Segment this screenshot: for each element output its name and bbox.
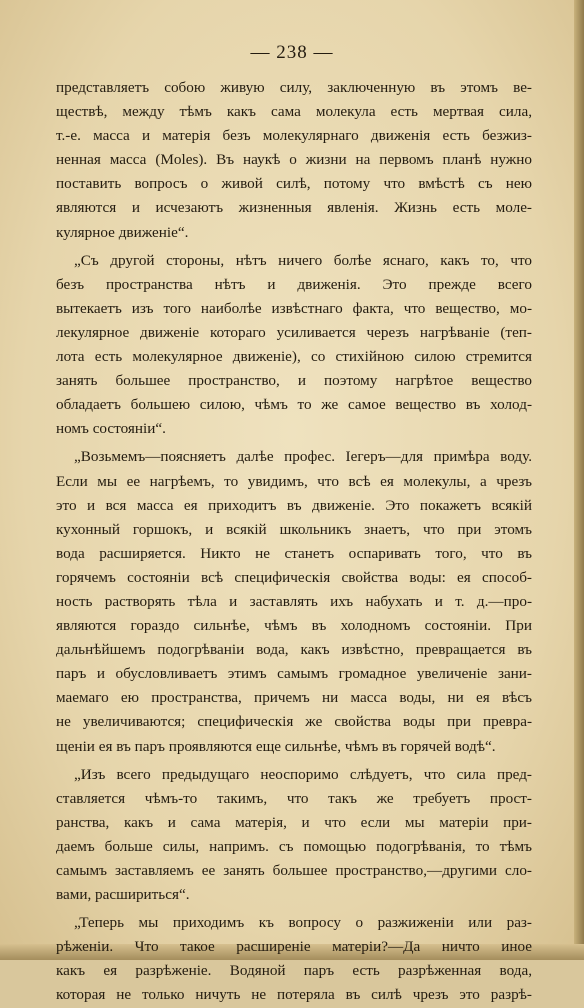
text-line: маемаго ею пространства, причемъ ни масса воды, ни ея вѣсъ [56,689,532,707]
paragraph [56,249,532,442]
text-line: ставляется чѣмъ-то такимъ, что такъ же требуетъ прост- [56,789,532,807]
text-line: поставить вопросъ о живой силѣ, потому что вмѣстѣ съ нею [56,175,532,193]
paragraph [56,76,532,245]
text-line: которая не только ничуть не потеряла въ силѣ чрезъ это разрѣ- [56,986,532,1004]
text-line: горячемъ состояніи всѣ специфическія свойства воды: ея способ- [56,568,532,586]
text-line: номъ состояніи“. [56,420,166,438]
text-line: ранства, какъ и сама матерія, и что если мы матеріи при- [56,813,532,831]
page-number: — 238 — [250,42,334,63]
body-text [56,76,532,1008]
text-line: „Возьмемъ—поясняетъ далѣе профес. Іегеръ—для примѣра воду. [74,448,532,466]
text-line: даемъ больше силы, напримъ. съ помощью подогрѣванія, то тѣмъ [56,837,532,855]
text-line: лота есть молекулярное движеніе), со стихійною силою стремится [56,348,532,366]
text-line: вами, расшириться“. [56,886,190,904]
text-line: самымъ заставляемъ ее занять большее пространство,—другими сло- [56,862,532,879]
text-line: лекулярное движеніе котораго усиливается черезъ нагрѣваніе (теп- [56,323,532,341]
page-edge-right [574,0,584,960]
text-line: ность растворять тѣла и заставлять ихъ набухать и т. д.—про- [56,592,532,610]
paragraph [56,445,532,758]
text-line: вытекаетъ изъ того наиболѣе извѣстнаго факта, что вещество, мо- [56,299,532,317]
text-line: обладаетъ большею силою, чѣмъ то же самое вещество въ холод- [56,396,532,414]
text-line: Если мы ее нагрѣемъ, то увидимъ, что всѣ ея молекулы, а чрезъ [56,472,532,490]
text-line: рѣженіи. Что такое расширеніе матеріи?—Да ничто иное [56,938,532,956]
text-line: кулярное движеніе“. [56,223,189,241]
text-line: кухонный горшокъ, и всякій школьникъ знаетъ, что при этомъ [56,520,532,538]
paragraph [56,911,532,1007]
text-line: не увеличиваются; специфическія же свойства воды при превра- [56,713,532,731]
text-line: щеніи ея въ паръ проявляются еще сильнѣе, чѣмъ въ горячей водѣ“. [56,737,496,755]
text-line: паръ и обусловливаетъ этимъ самымъ громадное увеличеніе зани- [56,665,532,683]
text-line: безъ пространства нѣтъ и движенія. Это прежде всего [56,275,532,293]
text-line: представляетъ собою живую силу, заключенную въ этомъ ве- [56,79,532,96]
text-line: занять большее пространство, и поэтому нагрѣтое вещество [56,372,532,390]
text-line: „Теперь мы приходимъ къ вопросу о разжиженіи или раз- [74,914,532,932]
text-line: ществѣ, между тѣмъ какъ сама молекула есть мертвая сила, [56,103,532,121]
text-line: „Съ другой стороны, нѣтъ ничего болѣе яснаго, какъ то, что [74,251,532,269]
text-line: „Изъ всего предыдущаго неоспоримо слѣдуетъ, что сила пред- [74,765,532,783]
text-line: вода расширяется. Никто не станетъ оспаривать того, что въ [56,544,532,562]
paragraph [56,763,532,908]
text-line: являются гораздо сильнѣе, чѣмъ въ холодномъ состояніи. При [56,617,532,635]
text-line: дальнѣйшемъ подогрѣваніи вода, какъ извѣстно, превращается въ [56,641,532,659]
text-line: т.-е. масса и матерія безъ молекулярнаго движенія есть безжиз- [56,127,532,145]
text-line: какъ ея разрѣженіе. Водяной паръ есть разрѣженная вода, [56,962,532,980]
text-line: ненная масса (Moles). Въ наукѣ о жизни на первомъ планѣ нужно [56,151,532,169]
text-line: являются и исчезаютъ жизненныя явленія. Жизнь есть моле- [56,199,532,217]
text-line: это и вся масса ея приходитъ въ движеніе. Это покажетъ всякій [56,496,532,514]
